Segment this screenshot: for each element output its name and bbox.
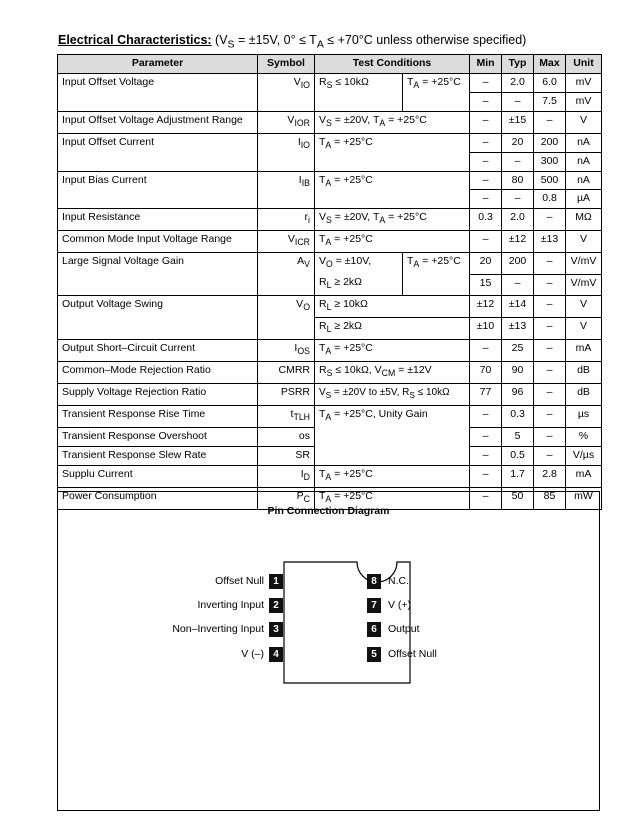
unit-cell: µA (566, 190, 602, 209)
typ-cell: – (502, 92, 534, 111)
pin-8-label: N.C. (388, 575, 409, 587)
symbol-cell: $I_{IB}$ (258, 171, 315, 209)
typ-cell: ±13 (502, 318, 534, 340)
min-cell: 0.3 (470, 209, 502, 231)
header-typ: Typ (502, 55, 534, 74)
header-symbol: Symbol (258, 55, 315, 74)
min-cell: – (470, 73, 502, 92)
param-cell: Input Offset Voltage (58, 73, 258, 111)
unit-cell: mA (566, 340, 602, 362)
max-cell: ±13 (534, 231, 566, 253)
param-cell: Input Offset Current (58, 133, 258, 171)
max-cell: – (534, 253, 566, 275)
unit-cell: nA (566, 152, 602, 171)
unit-cell: dB (566, 384, 602, 406)
pin-4-label: V (–) (241, 648, 264, 660)
condition-cell: $T_A = +25^\circ C$ (315, 171, 470, 209)
typ-cell: ±12 (502, 231, 534, 253)
min-cell: – (470, 133, 502, 152)
pin-3: 3 (269, 622, 283, 637)
table-row (58, 406, 602, 428)
unit-cell: V/mV (566, 274, 602, 296)
typ-cell: 80 (502, 171, 534, 190)
min-cell: – (470, 92, 502, 111)
param-cell: Power Consumption (58, 488, 258, 510)
min-cell: ±10 (470, 318, 502, 340)
pin-4: 4 (269, 647, 283, 662)
unit-cell: V (566, 231, 602, 253)
max-cell: – (534, 428, 566, 447)
unit-cell: MΩ (566, 209, 602, 231)
max-cell: – (534, 447, 566, 466)
symbol-cell: $V_O$ (258, 296, 315, 340)
symbol-cell: os (258, 428, 315, 447)
typ-cell: 50 (502, 488, 534, 510)
max-cell: 500 (534, 171, 566, 190)
unit-cell: nA (566, 133, 602, 152)
min-cell: – (470, 111, 502, 133)
param-cell: Transient Response Overshoot (58, 428, 258, 447)
param-cell: Large Signal Voltage Gain (58, 253, 258, 296)
pin-1: 1 (269, 574, 283, 589)
unit-cell: dB (566, 362, 602, 384)
condition-cell: $R_S \le 10k\Omega$, $V_{CM} = \pm 12V$ (315, 362, 470, 384)
typ-cell: 5 (502, 428, 534, 447)
condition-cell: $T_A = +25^\circ C$ (315, 340, 470, 362)
max-cell: – (534, 209, 566, 231)
table-row (58, 171, 602, 190)
max-cell: 2.8 (534, 466, 566, 488)
max-cell: 0.8 (534, 190, 566, 209)
max-cell: 7.5 (534, 92, 566, 111)
unit-cell: nA (566, 171, 602, 190)
condition-cell: $R_S \le 10k\Omega$ (315, 73, 403, 111)
symbol-cell: $r_i$ (258, 209, 315, 231)
condition-cell: $V_O = \pm 10V$, $R_L \ge 2k\Omega$ (315, 253, 403, 296)
section-heading (58, 33, 526, 51)
condition-cell: $R_L \ge 2k\Omega$ (315, 318, 470, 340)
max-cell: – (534, 406, 566, 428)
min-cell: – (470, 447, 502, 466)
table-row (58, 133, 602, 152)
min-cell: – (470, 466, 502, 488)
symbol-cell: $V_{IOR}$ (258, 111, 315, 133)
symbol-cell: $V_{ICR}$ (258, 231, 315, 253)
symbol-cell: $A_V$ (258, 253, 315, 296)
condition-cell: $V_S = \pm 20V$ to ±5V, $R_S \le 10k\Omega$ (315, 384, 470, 406)
unit-cell: mV (566, 92, 602, 111)
unit-cell: V/µs (566, 447, 602, 466)
table-header-row (58, 55, 602, 74)
table-row (58, 384, 602, 406)
pin-connection-diagram (57, 491, 600, 811)
param-cell: Output Short–Circuit Current (58, 340, 258, 362)
heading-title: Electrical Characteristics: (58, 33, 212, 47)
max-cell: 200 (534, 133, 566, 152)
min-cell: 15 (470, 274, 502, 296)
typ-cell: 90 (502, 362, 534, 384)
symbol-cell: $t_{TLH}$ (258, 406, 315, 428)
typ-cell: – (502, 152, 534, 171)
typ-cell: – (502, 190, 534, 209)
pin-7-label: V (+) (388, 599, 412, 611)
param-cell: Transient Response Rise Time (58, 406, 258, 428)
param-cell: Transient Response Slew Rate (58, 447, 258, 466)
min-cell: – (470, 171, 502, 190)
max-cell: – (534, 384, 566, 406)
table-row (58, 73, 602, 92)
table-row (58, 362, 602, 384)
param-cell: Common–Mode Rejection Ratio (58, 362, 258, 384)
dip-package-outline (58, 492, 599, 810)
max-cell: – (534, 274, 566, 296)
unit-cell: µs (566, 406, 602, 428)
max-cell: – (534, 362, 566, 384)
max-cell: 300 (534, 152, 566, 171)
typ-cell: 1.7 (502, 466, 534, 488)
header-min: Min (470, 55, 502, 74)
pin-2: 2 (269, 598, 283, 613)
header-test-conditions: Test Conditions (315, 55, 470, 74)
symbol-cell: CMRR (258, 362, 315, 384)
symbol-cell: $V_{IO}$ (258, 73, 315, 111)
table-row (58, 466, 602, 488)
min-cell: – (470, 152, 502, 171)
min-cell: ±12 (470, 296, 502, 318)
pin-3-label: Non–Inverting Input (172, 623, 264, 635)
table-row (58, 253, 602, 275)
symbol-cell: SR (258, 447, 315, 466)
table-row (58, 340, 602, 362)
max-cell: 6.0 (534, 73, 566, 92)
symbol-cell: $P_C$ (258, 488, 315, 510)
pin-5: 5 (367, 647, 381, 662)
condition-cell: $T_A = +25^\circ C$, Unity Gain (315, 406, 470, 466)
typ-cell: ±14 (502, 296, 534, 318)
condition-cell: $T_A = +25^\circ C$ (403, 253, 470, 296)
max-cell: – (534, 340, 566, 362)
typ-cell: 96 (502, 384, 534, 406)
typ-cell: 0.5 (502, 447, 534, 466)
typ-cell: 200 (502, 253, 534, 275)
symbol-cell: $I_{OS}$ (258, 340, 315, 362)
typ-cell: 0.3 (502, 406, 534, 428)
pin-8: 8 (367, 574, 381, 589)
pin-7: 7 (367, 598, 381, 613)
heading-conditions: ($V_S = \pm 15V$, $0^\circ \le T_A \le +70^\circ C$ unless otherwise specified) (215, 33, 527, 51)
typ-cell: – (502, 274, 534, 296)
min-cell: 70 (470, 362, 502, 384)
pin-1-label: Offset Null (215, 575, 264, 587)
param-cell: Input Resistance (58, 209, 258, 231)
pin-6: 6 (367, 622, 381, 637)
condition-cell: $T_A = +25^\circ C$ (315, 133, 470, 171)
unit-cell: V/mV (566, 253, 602, 275)
min-cell: 77 (470, 384, 502, 406)
electrical-characteristics-table (57, 54, 602, 510)
min-cell: – (470, 190, 502, 209)
unit-cell: mV (566, 73, 602, 92)
unit-cell: % (566, 428, 602, 447)
condition-cell: $V_S = \pm 20V$, $T_A = +25^\circ C$ (315, 209, 470, 231)
max-cell: – (534, 111, 566, 133)
min-cell: – (470, 428, 502, 447)
min-cell: – (470, 488, 502, 510)
param-cell: Input Offset Voltage Adjustment Range (58, 111, 258, 133)
param-cell: Supply Voltage Rejection Ratio (58, 384, 258, 406)
param-cell: Supplu Current (58, 466, 258, 488)
param-cell: Common Mode Input Voltage Range (58, 231, 258, 253)
symbol-cell: $I_D$ (258, 466, 315, 488)
typ-cell: 2.0 (502, 73, 534, 92)
pin-5-label: Offset Null (388, 648, 437, 660)
unit-cell: V (566, 296, 602, 318)
unit-cell: mW (566, 488, 602, 510)
min-cell: – (470, 231, 502, 253)
max-cell: – (534, 318, 566, 340)
pin-6-label: Output (388, 623, 420, 635)
min-cell: – (470, 406, 502, 428)
max-cell: 85 (534, 488, 566, 510)
unit-cell: V (566, 111, 602, 133)
min-cell: – (470, 340, 502, 362)
min-cell: 20 (470, 253, 502, 275)
typ-cell: 25 (502, 340, 534, 362)
table-row (58, 296, 602, 318)
table-row (58, 231, 602, 253)
max-cell: – (534, 296, 566, 318)
pin-2-label: Inverting Input (197, 599, 264, 611)
condition-cell: $T_A = +25^\circ C$ (315, 488, 470, 510)
diagram-title: Pin Connection Diagram (267, 505, 390, 517)
table-row (58, 209, 602, 231)
table-row (58, 111, 602, 133)
condition-cell: $R_L \ge 10k\Omega$ (315, 296, 470, 318)
unit-cell: V (566, 318, 602, 340)
param-cell: Output Voltage Swing (58, 296, 258, 340)
condition-cell: $T_A = +25^\circ C$ (403, 73, 470, 111)
condition-cell: $T_A = +25^\circ C$ (315, 231, 470, 253)
typ-cell: 2.0 (502, 209, 534, 231)
header-max: Max (534, 55, 566, 74)
condition-cell: $T_A = +25^\circ C$ (315, 466, 470, 488)
symbol-cell: PSRR (258, 384, 315, 406)
unit-cell: mA (566, 466, 602, 488)
header-unit: Unit (566, 55, 602, 74)
header-parameter: Parameter (58, 55, 258, 74)
typ-cell: 20 (502, 133, 534, 152)
param-cell: Input Bias Current (58, 171, 258, 209)
condition-cell: $V_S = \pm 20V$, $T_A = +25^\circ C$ (315, 111, 470, 133)
symbol-cell: $I_{IO}$ (258, 133, 315, 171)
typ-cell: ±15 (502, 111, 534, 133)
